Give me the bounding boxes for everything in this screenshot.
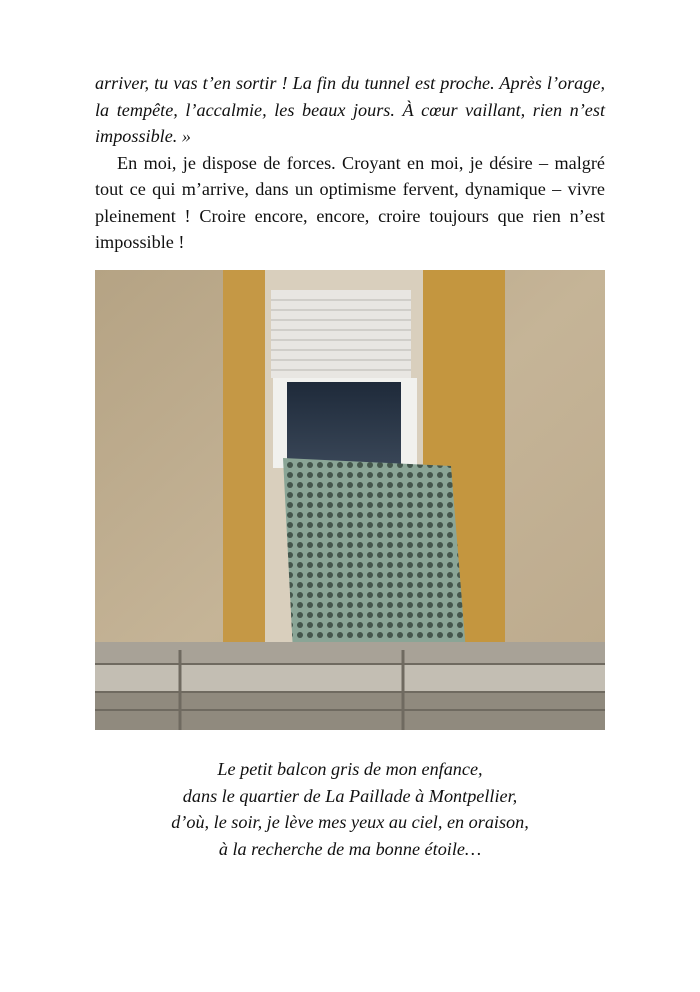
window-glass bbox=[287, 382, 401, 468]
photo-caption bbox=[95, 756, 605, 862]
ochre-pillar-left bbox=[223, 270, 265, 650]
paragraph-quote-ending: arriver, tu vas t’en sortir ! La fin du tunnel est proche. Après l’orage, la tempête, l’accalmie, les beaux jours. À cœur vaillant, rien n’est impossible. » bbox=[95, 73, 605, 146]
caption-line: dans le quartier de La Paillade à Montpellier, bbox=[182, 785, 518, 806]
caption-line: d’où, le soir, je lève mes yeux au ciel, en oraison, bbox=[171, 812, 529, 832]
ledge-middle bbox=[95, 664, 605, 692]
page-body bbox=[95, 70, 605, 256]
caption-line: Le petit balcon gris de mon enfance, bbox=[217, 759, 483, 779]
paragraph-optimism: En moi, je dispose de forces. Croyant en moi, je désire – malgré tout ce qui m’arrive, dans un optimisme fervent, dynamique – vivre pleinement ! Croire encore, encore, croire toujours que rien n’est impossible ! bbox=[95, 152, 605, 252]
ledge-top bbox=[95, 642, 605, 664]
perforated-balcony-panel bbox=[283, 458, 467, 664]
roller-shutter bbox=[271, 290, 411, 378]
caption-line: à la recherche de ma bonne étoile… bbox=[218, 838, 482, 859]
balcony-photo bbox=[95, 270, 605, 730]
